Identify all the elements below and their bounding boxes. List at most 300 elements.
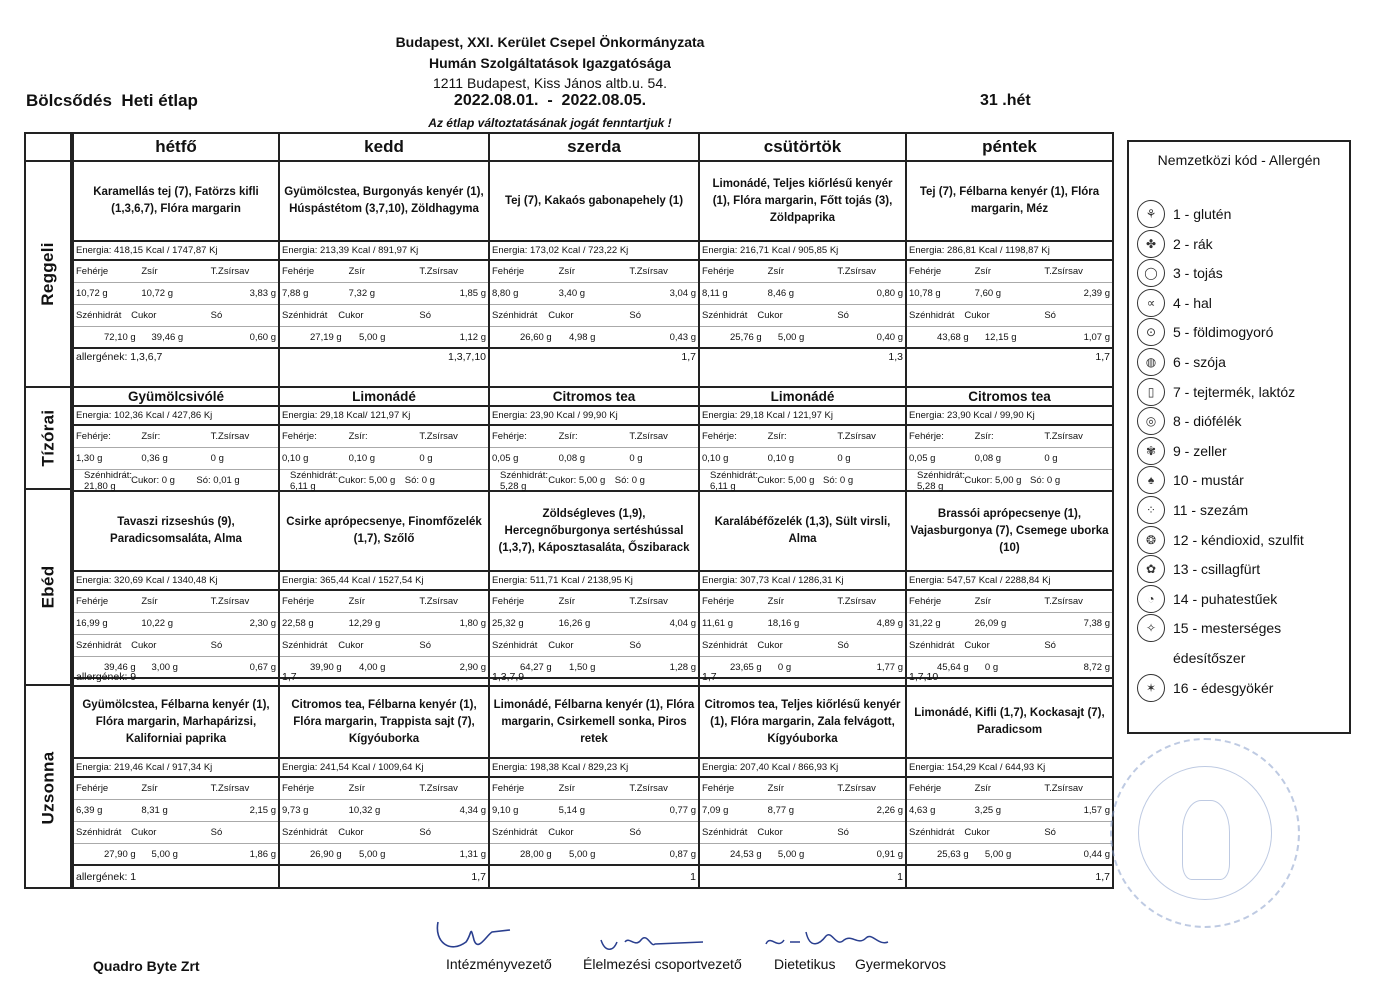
carb-label: Szénhidrát bbox=[702, 827, 748, 838]
protein-value: 0,05 g bbox=[492, 453, 519, 464]
carb-value: 43,68 g bbox=[937, 332, 969, 343]
protein-label: Fehérje: bbox=[909, 431, 944, 442]
tfat-value: 1,80 g bbox=[459, 618, 486, 629]
salt-value: 0,60 g bbox=[249, 332, 276, 343]
fat-value: 0,08 g bbox=[974, 453, 1002, 464]
legend-item bbox=[1137, 407, 1241, 435]
nutrition-row bbox=[907, 613, 1112, 635]
fat-label: Zsír bbox=[974, 596, 991, 607]
soy-icon: ◍ bbox=[1137, 348, 1165, 376]
sugar-value: 39,46 g bbox=[151, 332, 184, 343]
nutrition-row bbox=[907, 800, 1112, 822]
salt-value: 0,87 g bbox=[669, 849, 696, 860]
section-tizorai: Tízórai bbox=[26, 388, 72, 490]
nutrition-row bbox=[490, 635, 698, 657]
tfat-label: T.Zsírsav bbox=[837, 596, 876, 607]
carb-label: Szénhidrát bbox=[909, 640, 955, 651]
carb-label: Szénhidrát bbox=[702, 310, 748, 321]
uzsonna-meal: Citromos tea, Félbarna kenyér (1), Flóra margarin, Trappista sajt (7), Kígyóuborka bbox=[280, 687, 488, 759]
carb-value: 45,64 g bbox=[937, 662, 969, 673]
carb-label: Szénhidrát bbox=[702, 640, 748, 651]
reggeli-energy: Energia: 286,81 Kcal / 1198,87 Kj bbox=[907, 242, 1112, 261]
uzsonna-energy: Energia: 241,54 Kcal / 1009,64 Kj bbox=[280, 759, 488, 778]
protein-label: Fehérje bbox=[76, 596, 109, 607]
sugar-value: 1,50 g bbox=[569, 662, 596, 673]
tfat-value: 2,26 g bbox=[876, 805, 903, 816]
protein-value: 9,73 g bbox=[282, 805, 309, 816]
nutrition-block bbox=[280, 778, 488, 866]
fat-label: Zsír: bbox=[348, 431, 368, 442]
section-ebed: Ebéd bbox=[26, 490, 72, 686]
nutrition-block bbox=[700, 261, 905, 349]
sugar-label: Cukor bbox=[757, 827, 783, 838]
nutrition-row bbox=[280, 635, 488, 657]
protein-label: Fehérje bbox=[702, 596, 735, 607]
nutrition-row bbox=[700, 822, 905, 844]
legend-text: 1 - glutén bbox=[1173, 206, 1232, 222]
protein-value: 11,61 g bbox=[702, 618, 733, 629]
tfat-label: T.Zsírsav bbox=[210, 266, 250, 277]
nutrition-row bbox=[907, 470, 1112, 492]
nutrition-row bbox=[700, 426, 905, 448]
tizorai-drink: Limonádé bbox=[700, 388, 905, 407]
fat-label: Zsír: bbox=[141, 431, 161, 442]
tfat-value: 0 g bbox=[837, 453, 851, 464]
sugar-label: Cukor bbox=[548, 310, 574, 321]
nutrition-row bbox=[280, 426, 488, 448]
nutrition-row bbox=[907, 261, 1112, 283]
tfat-value: 7,38 g bbox=[1083, 618, 1110, 629]
date-range: 2022.08.01. - 2022.08.05. bbox=[453, 92, 647, 109]
role-institution-head: Intézményvezető bbox=[446, 956, 552, 972]
tfat-value: 1,85 g bbox=[459, 288, 486, 299]
fat-label: Zsír bbox=[141, 596, 158, 607]
tizorai-drink: Citromos tea bbox=[490, 388, 698, 407]
day-column bbox=[488, 162, 698, 889]
fat-label: Zsír bbox=[348, 266, 365, 277]
fat-label: Zsír bbox=[348, 783, 365, 794]
carb-value: 6,11 g bbox=[290, 481, 316, 492]
legend-item bbox=[1137, 378, 1295, 406]
nutrition-block bbox=[907, 261, 1112, 349]
ebed-energy: Energia: 307,73 Kcal / 1286,31 Kj bbox=[700, 572, 905, 591]
day-header-4: péntek bbox=[905, 134, 1112, 162]
fat-label: Zsír: bbox=[767, 431, 787, 442]
sugar-value: 0 g bbox=[984, 662, 999, 673]
nutrition-row bbox=[490, 470, 698, 492]
salt-value: 8,72 g bbox=[1083, 662, 1110, 673]
legend-item bbox=[1137, 348, 1226, 376]
legend-text: 6 - szója bbox=[1173, 354, 1226, 370]
uzsonna-allergens: 1 bbox=[690, 871, 696, 883]
nutrition-row bbox=[490, 283, 698, 305]
nutrition-block bbox=[74, 261, 278, 349]
tizorai-energy: Energia: 23,90 Kcal / 99,90 Kj bbox=[907, 407, 1112, 426]
tizorai-drink: Citromos tea bbox=[907, 388, 1112, 407]
tizorai-drink: Limonádé bbox=[280, 388, 488, 407]
reggeli-meal: Tej (7), Kakaós gabonapehely (1) bbox=[490, 162, 698, 242]
tfat-value: 1,57 g bbox=[1083, 805, 1110, 816]
nutrition-block bbox=[490, 778, 698, 866]
protein-value: 7,88 g bbox=[282, 288, 309, 299]
nutrition-row bbox=[907, 426, 1112, 448]
org-address: 1211 Budapest, Kiss János altb.u. 54. bbox=[432, 75, 667, 91]
legend-item bbox=[1137, 526, 1304, 554]
protein-value: 9,10 g bbox=[492, 805, 519, 816]
nutrition-block bbox=[280, 426, 488, 492]
nutrition-row bbox=[280, 448, 488, 470]
uzsonna-energy: Energia: 207,40 Kcal / 866,93 Kj bbox=[700, 759, 905, 778]
nutrition-block bbox=[74, 778, 278, 866]
tfat-value: 3,04 g bbox=[669, 288, 696, 299]
lupin-icon: ✿ bbox=[1137, 555, 1165, 583]
uzsonna-allergens: 1 bbox=[897, 871, 903, 883]
sugar-value: Cukor: 5,00 g bbox=[964, 475, 1022, 486]
legend-text: édesítőszer bbox=[1173, 650, 1246, 666]
fat-value: 7,60 g bbox=[974, 288, 1002, 299]
org-department: Humán Szolgáltatások Igazgatósága bbox=[429, 55, 671, 71]
ebed-allergens: 1,3,7,9 bbox=[490, 669, 698, 687]
protein-value: 6,39 g bbox=[76, 805, 103, 816]
sugar-label: Cukor bbox=[131, 827, 157, 838]
tfat-label: T.Zsírsav bbox=[837, 266, 876, 277]
salt-value: Só: 0,01 g bbox=[196, 475, 240, 486]
weekly-menu-table bbox=[24, 132, 1114, 889]
tfat-label: T.Zsírsav bbox=[210, 431, 250, 442]
reggeli-meal: Karamellás tej (7), Fatörzs kifli (1,3,6,7), Flóra margarin bbox=[74, 162, 278, 242]
ebed-allergens: 1,7,10 bbox=[907, 669, 1112, 687]
legend-text: 14 - puhatestűek bbox=[1173, 590, 1278, 607]
salt-label: Só bbox=[419, 827, 431, 838]
egg-icon: ◯ bbox=[1137, 259, 1165, 287]
legend-item bbox=[1137, 585, 1277, 613]
sugar-label: Cukor bbox=[548, 827, 574, 838]
salt-label: Só bbox=[629, 310, 641, 321]
day-header-1: kedd bbox=[278, 134, 488, 162]
reggeli-energy: Energia: 216,71 Kcal / 905,85 Kj bbox=[700, 242, 905, 261]
legend-item bbox=[1137, 644, 1245, 672]
nut-icon: ◎ bbox=[1137, 407, 1165, 435]
tfat-label: T.Zsírsav bbox=[629, 596, 668, 607]
celery-icon: ✾ bbox=[1137, 437, 1165, 465]
peanut-icon: ⊙ bbox=[1137, 318, 1165, 346]
salt-label: Só bbox=[419, 310, 431, 321]
legend-item bbox=[1137, 230, 1213, 258]
fat-value: 0,10 g bbox=[348, 453, 376, 464]
nutrition-row bbox=[280, 822, 488, 844]
tfat-value: 0,80 g bbox=[876, 288, 903, 299]
day-header-0: hétfő bbox=[72, 134, 278, 162]
salt-label: Só bbox=[837, 310, 849, 321]
legend-text: 13 - csillagfürt bbox=[1173, 561, 1261, 578]
salt-label: Só bbox=[837, 827, 849, 838]
ebed-allergens: allergének: 9 bbox=[74, 669, 278, 687]
tfat-label: T.Zsírsav bbox=[419, 783, 458, 794]
day-header-2: szerda bbox=[488, 134, 698, 162]
tfat-value: 2,30 g bbox=[249, 618, 276, 629]
tfat-value: 4,04 g bbox=[669, 618, 696, 629]
legend-text: 11 - szezám bbox=[1173, 502, 1249, 518]
section-reggeli: Reggeli bbox=[26, 162, 72, 388]
carb-label bbox=[282, 470, 338, 492]
protein-label: Fehérje: bbox=[76, 431, 111, 442]
tizorai-energy: Energia: 102,36 Kcal / 427,86 Kj bbox=[74, 407, 278, 426]
nutrition-block bbox=[490, 426, 698, 492]
carb-value: 72,10 g bbox=[104, 332, 136, 343]
reggeli-meal: Gyümölcstea, Burgonyás kenyér (1), Húspástétom (3,7,10), Zöldhagyma bbox=[280, 162, 488, 242]
protein-value: 8,11 g bbox=[702, 288, 728, 299]
nutrition-row bbox=[907, 822, 1112, 844]
carb-label bbox=[492, 470, 548, 492]
nutrition-row bbox=[74, 800, 278, 822]
day-column bbox=[278, 162, 488, 889]
protein-label: Fehérje bbox=[492, 596, 525, 607]
salt-label: Só bbox=[1044, 640, 1056, 651]
legend-text: 7 - tejtermék, laktóz bbox=[1173, 383, 1296, 400]
salt-value: 1,28 g bbox=[669, 662, 696, 673]
crab-icon: ✤ bbox=[1137, 230, 1165, 258]
reggeli-energy: Energia: 418,15 Kcal / 1747,87 Kj bbox=[74, 242, 278, 261]
carb-label-text: Szénhidrát: bbox=[500, 470, 549, 481]
legend-item bbox=[1137, 555, 1260, 583]
tizorai-drink: Gyümölcsivólé bbox=[74, 388, 278, 407]
tfat-label: T.Zsírsav bbox=[1044, 431, 1083, 442]
ebed-meal: Karalábéfőzelék (1,3), Sült virsli, Alma bbox=[700, 492, 905, 572]
sugar-label: Cukor bbox=[757, 310, 783, 321]
nutrition-row bbox=[907, 283, 1112, 305]
fat-label: Zsír bbox=[767, 596, 784, 607]
corner-cell bbox=[26, 134, 72, 162]
salt-value: Só: 0 g bbox=[614, 475, 645, 486]
carb-label bbox=[909, 470, 965, 492]
uzsonna-energy: Energia: 154,29 Kcal / 644,93 Kj bbox=[907, 759, 1112, 778]
protein-value: 1,30 g bbox=[76, 453, 103, 464]
uzsonna-meal: Limonádé, Félbarna kenyér (1), Flóra margarin, Csirkemell sonka, Piros retek bbox=[490, 687, 698, 759]
protein-value: 4,63 g bbox=[909, 805, 936, 816]
protein-value: 16,99 g bbox=[76, 618, 108, 629]
fat-value: 18,16 g bbox=[767, 618, 800, 629]
salt-label: Só bbox=[1044, 827, 1056, 838]
role-dietitian: Dietetikus bbox=[774, 956, 836, 972]
uzsonna-allergens: 1,7 bbox=[1095, 871, 1110, 883]
nutrition-block bbox=[700, 591, 905, 679]
nutrition-row bbox=[280, 470, 488, 492]
protein-label: Fehérje bbox=[909, 783, 942, 794]
tfat-label: T.Zsírsav bbox=[629, 431, 668, 442]
nutrition-row bbox=[74, 426, 278, 448]
salt-value: 0,43 g bbox=[669, 332, 696, 343]
nutrition-row bbox=[490, 778, 698, 800]
carb-value: 25,76 g bbox=[730, 332, 762, 343]
legend-text: 16 - édesgyökér bbox=[1173, 679, 1274, 696]
fat-value: 10,32 g bbox=[348, 805, 381, 816]
nutrition-row bbox=[280, 591, 488, 613]
legend-item bbox=[1137, 437, 1227, 465]
protein-value: 8,80 g bbox=[492, 288, 519, 299]
tfat-value: 0 g bbox=[1044, 453, 1058, 464]
ebed-meal: Zöldségleves (1,9), Hercegnőburgonya sertéshússal (1,3,7), Káposztasaláta, Őszibarack bbox=[490, 492, 698, 572]
nutrition-row bbox=[280, 778, 488, 800]
carb-value: 27,90 g bbox=[104, 849, 136, 860]
mollusc-icon: ◔ bbox=[1137, 585, 1165, 613]
fat-value: 0,36 g bbox=[141, 453, 168, 464]
fat-value: 10,22 g bbox=[141, 618, 174, 629]
official-stamp bbox=[1110, 738, 1300, 928]
sugar-value: Cukor: 5,00 g bbox=[548, 475, 606, 486]
salt-value: 0,91 g bbox=[876, 849, 903, 860]
section-uzsonna: Uzsonna bbox=[26, 686, 72, 889]
nutrition-row bbox=[907, 591, 1112, 613]
fat-label: Zsír bbox=[767, 783, 784, 794]
sugar-label: Cukor bbox=[338, 310, 364, 321]
salt-value: 1,31 g bbox=[459, 849, 486, 860]
sweetener-icon: ✧ bbox=[1137, 614, 1165, 642]
carb-value: 26,60 g bbox=[520, 332, 552, 343]
nutrition-row bbox=[700, 261, 905, 283]
nutrition-row bbox=[74, 822, 278, 844]
protein-value: 10,72 g bbox=[76, 288, 108, 299]
carb-value: 26,90 g bbox=[310, 849, 342, 860]
uzsonna-energy: Energia: 198,38 Kcal / 829,23 Kj bbox=[490, 759, 698, 778]
carb-value: 39,90 g bbox=[310, 662, 342, 673]
legend-text: 9 - zeller bbox=[1173, 442, 1227, 459]
protein-value: 7,09 g bbox=[702, 805, 729, 816]
nutrition-row bbox=[74, 470, 278, 492]
protein-label: Fehérje bbox=[702, 783, 735, 794]
signature-3 bbox=[760, 924, 900, 958]
carb-label bbox=[76, 470, 132, 492]
nutrition-row bbox=[907, 635, 1112, 657]
fat-value: 3,40 g bbox=[558, 288, 586, 299]
nutrition-row bbox=[490, 261, 698, 283]
sugar-value: 5,00 g bbox=[151, 849, 178, 860]
allergen-legend bbox=[1127, 140, 1351, 734]
legend-item bbox=[1137, 289, 1212, 317]
wheat-icon: ⚘ bbox=[1137, 200, 1165, 228]
ebed-energy: Energia: 320,69 Kcal / 1340,48 Kj bbox=[74, 572, 278, 591]
carb-label: Szénhidrát bbox=[282, 310, 328, 321]
ebed-meal: Tavaszi rizseshús (9), Paradicsomsaláta, Alma bbox=[74, 492, 278, 572]
nutrition-row bbox=[700, 591, 905, 613]
nutrition-row bbox=[700, 613, 905, 635]
reggeli-allergens: 1,7 bbox=[490, 349, 698, 388]
nutrition-row bbox=[74, 591, 278, 613]
nutrition-row bbox=[907, 844, 1112, 866]
salt-value: 1,86 g bbox=[249, 849, 276, 860]
nutrition-block bbox=[700, 778, 905, 866]
carb-value: 25,63 g bbox=[937, 849, 969, 860]
nutrition-row bbox=[74, 448, 278, 470]
tfat-value: 0 g bbox=[629, 453, 643, 464]
sugar-value: 12,15 g bbox=[984, 332, 1017, 343]
sulfite-icon: ❂ bbox=[1137, 526, 1165, 554]
sugar-value: 5,00 g bbox=[984, 849, 1012, 860]
legend-item bbox=[1137, 259, 1223, 287]
salt-label: Só bbox=[1044, 310, 1056, 321]
sugar-value: 5,00 g bbox=[569, 849, 596, 860]
protein-label: Fehérje bbox=[76, 783, 109, 794]
ebed-energy: Energia: 511,71 Kcal / 2138,95 Kj bbox=[490, 572, 698, 591]
ebed-meal: Csirke aprópecsenye, Finomfőzelék (1,7), Szőlő bbox=[280, 492, 488, 572]
sugar-label: Cukor bbox=[757, 640, 783, 651]
ebed-energy: Energia: 547,57 Kcal / 2288,84 Kj bbox=[907, 572, 1112, 591]
tfat-label: T.Zsírsav bbox=[1044, 596, 1083, 607]
sugar-value: 4,00 g bbox=[359, 662, 386, 673]
sugar-value: 5,00 g bbox=[777, 849, 805, 860]
protein-label: Fehérje bbox=[492, 783, 525, 794]
protein-label: Fehérje bbox=[702, 266, 735, 277]
nutrition-row bbox=[490, 591, 698, 613]
sugar-label: Cukor bbox=[338, 827, 364, 838]
salt-label: Só bbox=[629, 640, 641, 651]
ebed-meal: Brassói aprópecsenye (1), Vajasburgonya (7), Csemege uborka (10) bbox=[907, 492, 1112, 572]
nutrition-row bbox=[907, 778, 1112, 800]
nutrition-block bbox=[700, 426, 905, 492]
carb-label: Szénhidrát bbox=[76, 827, 122, 838]
nutrition-row bbox=[490, 448, 698, 470]
tfat-label: T.Zsírsav bbox=[1044, 783, 1083, 794]
nutrition-row bbox=[700, 635, 905, 657]
uzsonna-energy: Energia: 219,46 Kcal / 917,34 Kj bbox=[74, 759, 278, 778]
legend-item bbox=[1137, 318, 1273, 346]
reggeli-meal: Tej (7), Félbarna kenyér (1), Flóra margarin, Méz bbox=[907, 162, 1112, 242]
sugar-label: Cukor bbox=[964, 827, 990, 838]
tfat-label: T.Zsírsav bbox=[837, 431, 876, 442]
org-name: Budapest, XXI. Kerület Csepel Önkormányzata bbox=[395, 34, 705, 50]
nutrition-row bbox=[490, 844, 698, 866]
nutrition-row bbox=[907, 327, 1112, 349]
nutrition-row bbox=[280, 844, 488, 866]
nutrition-row bbox=[74, 613, 278, 635]
tfat-label: T.Zsírsav bbox=[419, 431, 458, 442]
carb-label-text: Szénhidrát: bbox=[710, 470, 759, 481]
page-title: Bölcsődés Heti étlap bbox=[26, 91, 198, 110]
carb-label-text: Szénhidrát: bbox=[917, 470, 966, 481]
tizorai-energy: Energia: 29,18 Kcal / 121,97 Kj bbox=[700, 407, 905, 426]
nutrition-row bbox=[74, 283, 278, 305]
fat-label: Zsír bbox=[141, 266, 158, 277]
day-header-3: csütörtök bbox=[698, 134, 905, 162]
fat-label: Zsír: bbox=[974, 431, 994, 442]
protein-value: 31,22 g bbox=[909, 618, 941, 629]
salt-value: 1,07 g bbox=[1083, 332, 1110, 343]
nutrition-row bbox=[74, 635, 278, 657]
fat-value: 8,31 g bbox=[141, 805, 168, 816]
legend-item bbox=[1137, 674, 1273, 702]
carb-value: 24,53 g bbox=[730, 849, 762, 860]
salt-label: Só bbox=[419, 640, 431, 651]
tizorai-energy: Energia: 23,90 Kcal / 99,90 Kj bbox=[490, 407, 698, 426]
tfat-value: 4,89 g bbox=[876, 618, 903, 629]
protein-label: Fehérje bbox=[282, 783, 315, 794]
day-column bbox=[72, 162, 278, 889]
reggeli-allergens: 1,7 bbox=[907, 349, 1112, 388]
protein-value: 10,78 g bbox=[909, 288, 941, 299]
fish-icon: ∝ bbox=[1137, 289, 1165, 317]
tfat-label: T.Zsírsav bbox=[629, 783, 668, 794]
reggeli-meal: Limonádé, Teljes kiőrlésű kenyér (1), Flóra margarin, Főtt tojás (3), Zöldpaprika bbox=[700, 162, 905, 242]
legend-text: 4 - hal bbox=[1173, 294, 1212, 311]
nutrition-row bbox=[280, 305, 488, 327]
sugar-label: Cukor bbox=[131, 310, 157, 321]
salt-value: 0,44 g bbox=[1083, 849, 1110, 860]
salt-value: Só: 0 g bbox=[1030, 475, 1061, 486]
reggeli-allergens: 1,3 bbox=[700, 349, 905, 388]
nutrition-row bbox=[700, 470, 905, 492]
sugar-label: Cukor bbox=[338, 640, 364, 651]
protein-label: Fehérje bbox=[76, 266, 109, 277]
carb-label: Szénhidrát bbox=[909, 310, 955, 321]
